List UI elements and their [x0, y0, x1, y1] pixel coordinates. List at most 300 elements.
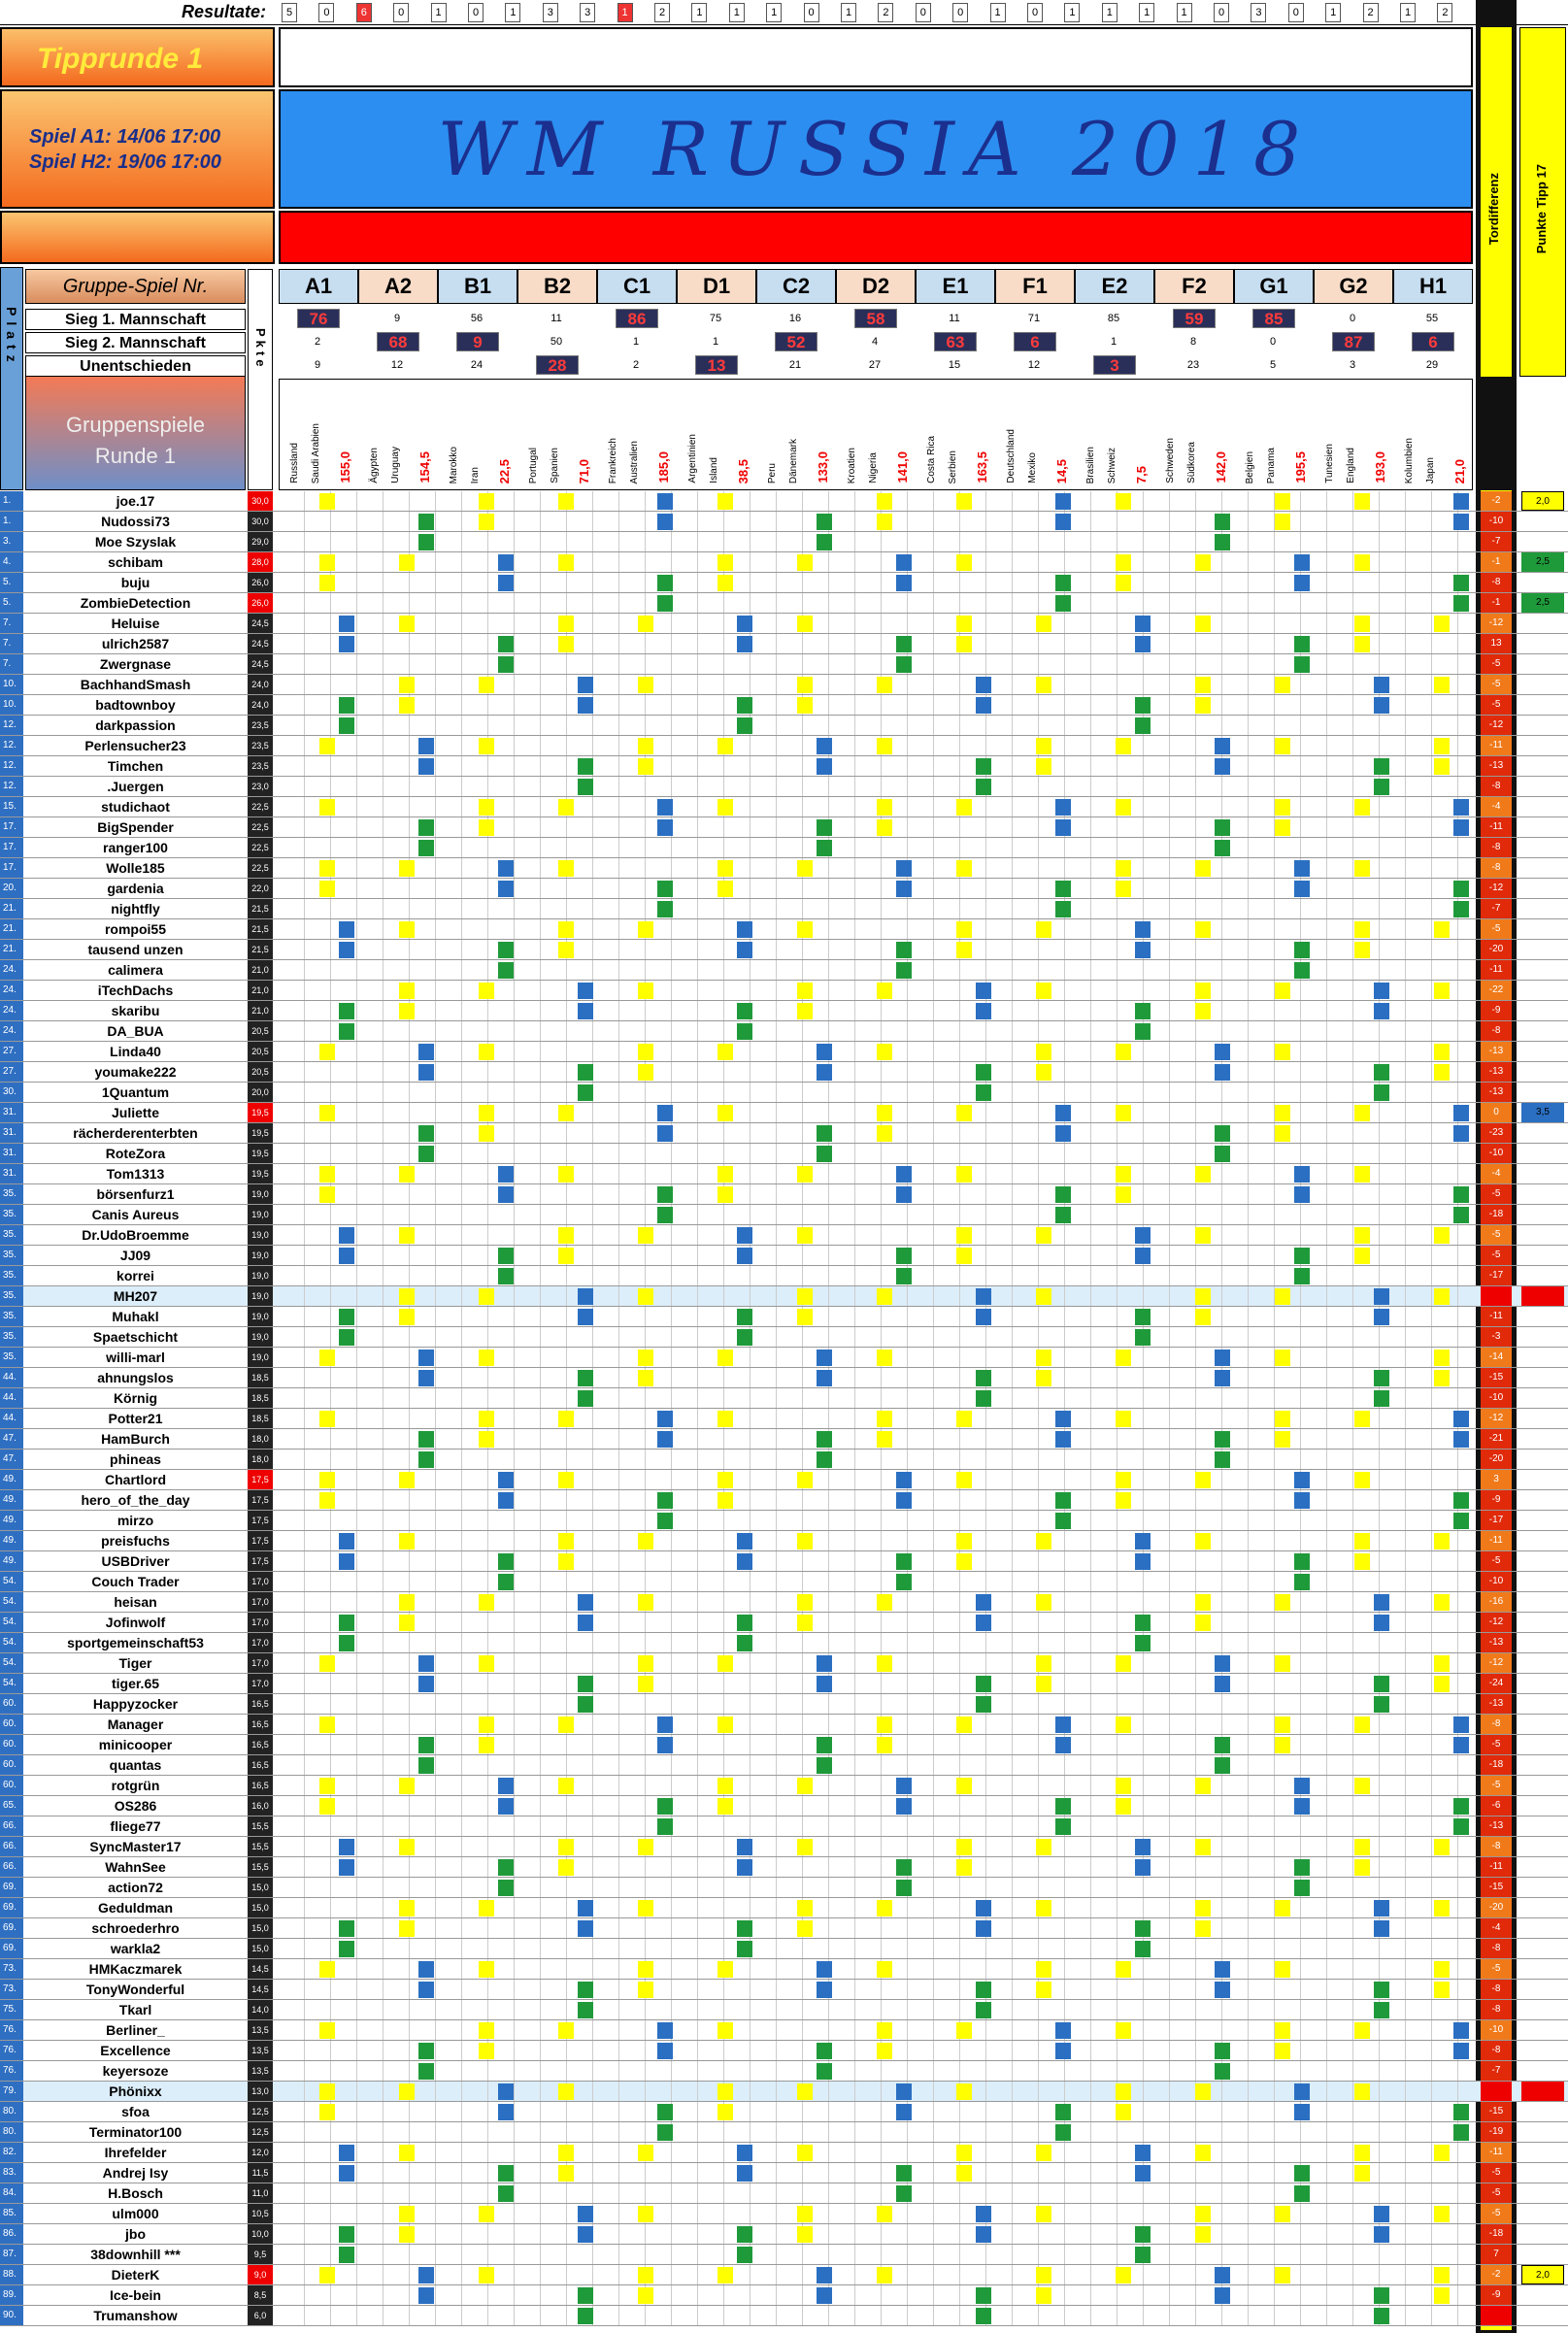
hit-marker: [638, 2267, 653, 2283]
player-points: 8,5: [248, 2285, 273, 2305]
hit-marker: [817, 1125, 832, 1142]
player-name[interactable]: ahnungslos: [97, 1370, 174, 1385]
hit-marker: [1215, 1982, 1230, 1998]
hit-marker: [717, 2022, 733, 2039]
player-name[interactable]: ranger100: [103, 840, 168, 855]
result-cell: 1: [1064, 3, 1080, 22]
player-name[interactable]: MH207: [113, 1288, 158, 1304]
goal-difference: -20: [1481, 1898, 1512, 1917]
player-name[interactable]: Excellence: [100, 2043, 171, 2058]
hit-marker: [578, 1594, 593, 1611]
hit-marker: [896, 1859, 912, 1876]
player-name[interactable]: korrei: [117, 1268, 154, 1283]
tip-cells: [279, 2163, 1473, 2183]
player-points: 23,5: [248, 716, 273, 735]
player-points: 17,5: [248, 1531, 273, 1550]
team-name: Brasilien: [1085, 446, 1096, 483]
rank: 4.: [0, 552, 23, 572]
player-name[interactable]: rächerderenterbten: [73, 1125, 198, 1141]
player-name[interactable]: ZombieDetection: [80, 595, 191, 611]
match-header-E1: E1: [916, 269, 995, 304]
player-name[interactable]: Canis Aureus: [91, 1207, 180, 1222]
hit-marker: [1294, 636, 1310, 652]
player-points: 19,5: [248, 1103, 273, 1122]
tip-cells: [279, 1653, 1473, 1673]
match-D1-u-highlight: 13: [695, 355, 738, 375]
hit-marker: [956, 1716, 972, 1733]
rank: 27.: [0, 1062, 23, 1082]
tip-cells: [279, 695, 1473, 715]
goal-difference: -5: [1481, 2163, 1512, 2183]
player-name[interactable]: DieterK: [111, 2267, 160, 2283]
hit-marker: [956, 1105, 972, 1121]
player-name[interactable]: nightfly: [111, 901, 160, 917]
table-row: [0, 1613, 1568, 1633]
player-name[interactable]: sfoa: [121, 2104, 150, 2119]
hit-marker: [578, 1900, 593, 1916]
hit-marker: [319, 860, 335, 877]
player-name[interactable]: Körnig: [113, 1390, 158, 1406]
goal-difference: -8: [1481, 1980, 1512, 1999]
hit-marker: [737, 697, 752, 714]
hit-marker: [558, 1105, 574, 1121]
hit-marker: [1275, 2043, 1290, 2059]
match-C2-s1: 16: [788, 313, 802, 324]
hit-marker: [1195, 2206, 1211, 2222]
hit-marker: [976, 1064, 991, 1081]
hit-marker: [896, 2104, 912, 2120]
hit-marker: [797, 697, 813, 714]
tip-cells: [279, 1205, 1473, 1224]
player-name[interactable]: Tkarl: [118, 2002, 152, 2017]
table-row: [0, 1857, 1568, 1878]
player-name[interactable]: joe.17: [116, 493, 155, 509]
hit-marker: [319, 1655, 335, 1672]
player-name[interactable]: willi-marl: [106, 1350, 165, 1365]
hit-marker: [1294, 554, 1310, 571]
player-points: 29,0: [248, 532, 273, 551]
player-name[interactable]: warkla2: [110, 1941, 161, 1956]
hit-marker: [418, 2267, 434, 2283]
hit-marker: [717, 1411, 733, 1427]
hit-marker: [1294, 2104, 1310, 2120]
hit-marker: [418, 1044, 434, 1060]
pkte-label: Pkte: [253, 328, 268, 371]
player-name[interactable]: Muhakl: [112, 1309, 159, 1324]
player-name[interactable]: quantas: [109, 1757, 162, 1773]
hit-marker: [638, 1288, 653, 1305]
hit-marker: [1215, 1451, 1230, 1468]
goal-difference: -17: [1481, 1511, 1512, 1530]
hit-marker: [399, 921, 415, 938]
hit-marker: [1116, 1778, 1131, 1794]
player-name[interactable]: ulrich2587: [101, 636, 170, 651]
player-points: 22,5: [248, 838, 273, 857]
hit-marker: [877, 983, 892, 999]
table-row: [0, 491, 1568, 512]
player-name[interactable]: jbo: [125, 2226, 146, 2242]
hit-marker: [976, 1309, 991, 1325]
player-name[interactable]: RoteZora: [105, 1146, 166, 1161]
hit-marker: [877, 1350, 892, 1366]
player-name[interactable]: ulm000: [112, 2206, 159, 2221]
hit-marker: [737, 1248, 752, 1264]
hit-marker: [498, 860, 514, 877]
hit-marker: [1453, 1431, 1469, 1448]
hit-marker: [1434, 758, 1450, 775]
hit-marker: [737, 1003, 752, 1019]
rank: 54.: [0, 1592, 23, 1612]
hit-marker: [1116, 1798, 1131, 1815]
player-name[interactable]: Tom1313: [106, 1166, 165, 1182]
hit-marker: [896, 881, 912, 897]
punkte-tipp-header: [1519, 27, 1566, 377]
player-name[interactable]: 1Quantum: [101, 1084, 170, 1100]
hit-marker: [319, 2022, 335, 2039]
hit-marker: [1135, 636, 1151, 652]
player-name[interactable]: SyncMaster17: [89, 1839, 182, 1854]
rank: 24.: [0, 960, 23, 980]
hit-marker: [319, 1492, 335, 1509]
player-name[interactable]: hero_of_the_day: [81, 1492, 190, 1508]
goal-difference: -14: [1481, 1348, 1512, 1367]
hit-marker: [479, 1737, 494, 1753]
player-name[interactable]: Juliette: [111, 1105, 159, 1120]
hit-marker: [1036, 1900, 1051, 1916]
player-name[interactable]: iTechDachs: [97, 983, 174, 998]
player-name[interactable]: schibam: [108, 554, 163, 570]
player-name[interactable]: WahnSee: [105, 1859, 166, 1875]
hit-marker: [418, 1451, 434, 1468]
match-header-B1: B1: [438, 269, 517, 304]
player-name[interactable]: studichaot: [101, 799, 170, 815]
hit-marker: [638, 2287, 653, 2304]
player-name[interactable]: H.Bosch: [108, 2185, 163, 2201]
player-name[interactable]: schroederhro: [91, 1920, 180, 1936]
rank: 35.: [0, 1327, 23, 1347]
player-name[interactable]: sportgemeinschaft53: [67, 1635, 204, 1650]
player-points: 20,0: [248, 1083, 273, 1102]
hit-marker: [976, 983, 991, 999]
hit-marker: [1374, 1003, 1389, 1019]
hit-marker: [479, 1125, 494, 1142]
player-name[interactable]: Heluise: [111, 616, 160, 631]
player-name[interactable]: Potter21: [108, 1411, 163, 1426]
table-row: [0, 532, 1568, 552]
goal-difference: -12: [1481, 716, 1512, 735]
player-name[interactable]: BachhandSmash: [80, 677, 191, 692]
hit-marker: [479, 1288, 494, 1305]
player-name[interactable]: Manager: [107, 1716, 164, 1732]
hit-marker: [1055, 575, 1071, 591]
hit-marker: [638, 2145, 653, 2161]
team-name: Argentinien: [687, 434, 698, 483]
goal-difference: -5: [1481, 1246, 1512, 1265]
hit-marker: [1135, 2226, 1151, 2243]
hit-marker: [1195, 1472, 1211, 1488]
hit-marker: [1116, 1350, 1131, 1366]
player-name[interactable]: Happyzocker: [92, 1696, 179, 1712]
player-name[interactable]: Nudossi73: [101, 514, 170, 529]
hit-marker: [1036, 2206, 1051, 2222]
goal-difference: -16: [1481, 1592, 1512, 1612]
hit-marker: [956, 1553, 972, 1570]
player-name[interactable]: Wolle185: [106, 860, 165, 876]
hit-marker: [1036, 1839, 1051, 1855]
hit-marker: [1354, 2165, 1370, 2182]
player-name[interactable]: .Juergen: [107, 779, 164, 794]
player-name[interactable]: HamBurch: [101, 1431, 170, 1447]
player-points: 15,0: [248, 1898, 273, 1917]
hit-marker: [817, 1431, 832, 1448]
hit-marker: [1294, 962, 1310, 979]
hit-marker: [1135, 1329, 1151, 1346]
player-name[interactable]: Spaetschicht: [92, 1329, 179, 1345]
hit-marker: [717, 1166, 733, 1183]
hit-marker: [737, 1615, 752, 1631]
hit-marker: [1036, 983, 1051, 999]
hit-marker: [817, 1044, 832, 1060]
rank: 49.: [0, 1551, 23, 1571]
table-row: [0, 1816, 1568, 1837]
player-name[interactable]: gardenia: [107, 881, 164, 896]
player-points: 22,5: [248, 817, 273, 837]
player-name[interactable]: minicooper: [98, 1737, 173, 1752]
hit-marker: [339, 1003, 354, 1019]
player-name[interactable]: OS286: [114, 1798, 157, 1814]
goal-difference: -8: [1481, 2000, 1512, 2019]
player-name[interactable]: Moe Szyslak: [94, 534, 177, 550]
player-name[interactable]: Timchen: [107, 758, 164, 774]
tip-cells: [279, 858, 1473, 878]
hit-marker: [479, 1594, 494, 1611]
tip-cells: [279, 2265, 1473, 2284]
player-name[interactable]: darkpassion: [95, 717, 176, 733]
player-name[interactable]: badtownboy: [95, 697, 176, 713]
hit-marker: [1116, 860, 1131, 877]
player-name[interactable]: Perlensucher23: [84, 738, 186, 753]
rank: 15.: [0, 797, 23, 817]
hit-marker: [1453, 2043, 1469, 2059]
player-name[interactable]: Ice-bein: [110, 2287, 161, 2303]
match-score: 71,0: [577, 458, 591, 483]
sieg2-label: Sieg 2. Mannschaft: [25, 332, 246, 353]
hit-marker: [638, 1533, 653, 1550]
rank: 47.: [0, 1429, 23, 1449]
hit-marker: [418, 1961, 434, 1978]
player-name[interactable]: Couch Trader: [91, 1574, 180, 1589]
hit-marker: [657, 819, 673, 836]
hit-marker: [1294, 1166, 1310, 1183]
hit-marker: [877, 677, 892, 693]
hit-marker: [479, 1716, 494, 1733]
tip-cells: [279, 1613, 1473, 1632]
goal-difference: -12: [1481, 1409, 1512, 1428]
hit-marker: [1215, 514, 1230, 530]
player-name[interactable]: tausend unzen: [87, 942, 183, 957]
hit-marker: [1354, 1472, 1370, 1488]
player-name[interactable]: Tiger: [118, 1655, 152, 1671]
player-name[interactable]: skaribu: [111, 1003, 160, 1018]
hit-marker: [399, 1166, 415, 1183]
banner-title-box: [279, 89, 1473, 209]
pkte-column-header: [248, 269, 273, 490]
hit-marker: [737, 1920, 752, 1937]
hit-marker: [1374, 1064, 1389, 1081]
player-name[interactable]: phineas: [110, 1451, 161, 1467]
table-row: [0, 1837, 1568, 1857]
player-name[interactable]: Ihrefelder: [104, 2145, 167, 2160]
player-name[interactable]: Jofinwolf: [105, 1615, 166, 1630]
rank: 54.: [0, 1572, 23, 1591]
player-name[interactable]: Terminator100: [88, 2124, 183, 2140]
match-header-F1: F1: [995, 269, 1075, 304]
table-row: [0, 1307, 1568, 1327]
player-name[interactable]: youmake222: [94, 1064, 177, 1080]
hit-marker: [498, 1268, 514, 1284]
hit-marker: [877, 1411, 892, 1427]
hit-marker: [717, 1044, 733, 1060]
hit-marker: [498, 1472, 514, 1488]
table-row: [0, 1674, 1568, 1694]
hit-marker: [418, 819, 434, 836]
table-row: [0, 2285, 1568, 2306]
match-score: 193,0: [1373, 451, 1387, 483]
hit-marker: [1195, 1003, 1211, 1019]
hit-marker: [319, 1716, 335, 1733]
hit-marker: [956, 942, 972, 958]
hit-marker: [657, 1207, 673, 1223]
player-name[interactable]: rotgrün: [111, 1778, 160, 1793]
player-name[interactable]: TonyWonderful: [85, 1982, 185, 1997]
hit-marker: [896, 1798, 912, 1815]
match-D1-s2: 1: [712, 336, 719, 348]
table-row: [0, 2122, 1568, 2143]
goal-difference: -17: [1481, 1266, 1512, 1285]
hit-marker: [479, 983, 494, 999]
player-name[interactable]: tiger.65: [111, 1676, 160, 1691]
hit-marker: [896, 2185, 912, 2202]
player-name[interactable]: action72: [108, 1880, 163, 1895]
player-name[interactable]: Dr.UdoBroemme: [82, 1227, 189, 1243]
hit-marker: [558, 942, 574, 958]
player-name[interactable]: rompoi55: [104, 921, 166, 937]
player-name[interactable]: BigSpender: [97, 819, 174, 835]
hit-marker: [498, 1186, 514, 1203]
player-name[interactable]: Chartlord: [105, 1472, 166, 1487]
hit-marker: [1453, 799, 1469, 816]
hit-marker: [1275, 983, 1290, 999]
hit-marker: [976, 2206, 991, 2222]
player-name[interactable]: keyersoze: [102, 2063, 169, 2079]
hit-marker: [578, 1084, 593, 1101]
hit-marker: [797, 983, 813, 999]
player-name[interactable]: fliege77: [110, 1818, 161, 1834]
rank: 7.: [0, 614, 23, 633]
match-header-D2: D2: [836, 269, 916, 304]
hit-marker: [657, 575, 673, 591]
tordifferenz-header: [1481, 27, 1512, 377]
player-name[interactable]: Geduldman: [97, 1900, 173, 1916]
hit-marker: [976, 1696, 991, 1713]
match-A1-s2: 2: [314, 336, 321, 348]
hit-marker: [1275, 1431, 1290, 1448]
rank: 80.: [0, 2102, 23, 2121]
player-name[interactable]: Linda40: [110, 1044, 161, 1059]
hit-marker: [1036, 1350, 1051, 1366]
player-name[interactable]: Phönixx: [109, 2083, 162, 2099]
hit-marker: [418, 1431, 434, 1448]
hit-marker: [657, 1125, 673, 1142]
hit-marker: [1374, 2002, 1389, 2018]
player-name[interactable]: preisfuchs: [101, 1533, 170, 1549]
player-name[interactable]: heisan: [114, 1594, 157, 1610]
tip-cells: [279, 2183, 1473, 2203]
player-name[interactable]: calimera: [108, 962, 163, 978]
hit-marker: [638, 1227, 653, 1244]
rank: 17.: [0, 838, 23, 857]
hit-marker: [418, 1757, 434, 1774]
player-points: 15,5: [248, 1816, 273, 1836]
rank: 17.: [0, 817, 23, 837]
player-name[interactable]: börsenfurz1: [96, 1186, 175, 1202]
results-label: Resultate:: [181, 2, 266, 21]
player-name[interactable]: DA_BUA: [107, 1023, 164, 1039]
hit-marker: [1215, 738, 1230, 754]
player-name[interactable]: Trumanshow: [93, 2308, 178, 2323]
player-name[interactable]: JJ09: [119, 1248, 151, 1263]
player-name[interactable]: Andrej Isy: [102, 2165, 169, 2181]
hit-marker: [1294, 942, 1310, 958]
hit-marker: [1055, 1513, 1071, 1529]
rank: 54.: [0, 1674, 23, 1693]
hit-marker: [399, 1839, 415, 1855]
player-name[interactable]: mirzo: [117, 1513, 154, 1528]
hit-marker: [877, 1961, 892, 1978]
player-name[interactable]: buju: [120, 575, 150, 590]
tip-cells: [279, 1694, 1473, 1714]
rank: 82.: [0, 2143, 23, 2162]
rank: 60.: [0, 1694, 23, 1714]
hit-marker: [319, 493, 335, 510]
rank: 35.: [0, 1225, 23, 1245]
tipp-points: [1521, 2082, 1564, 2101]
hit-marker: [1294, 1880, 1310, 1896]
match-score: 141,0: [895, 451, 910, 483]
hit-marker: [1294, 860, 1310, 877]
hit-marker: [877, 2206, 892, 2222]
rank: 76.: [0, 2020, 23, 2040]
goal-difference: -15: [1481, 1878, 1512, 1897]
hit-marker: [578, 2308, 593, 2324]
player-points: 24,5: [248, 654, 273, 674]
player-name[interactable]: 38downhill ***: [90, 2247, 181, 2262]
result-cell: 1: [1102, 3, 1118, 22]
hit-marker: [1354, 799, 1370, 816]
hit-marker: [638, 921, 653, 938]
hit-marker: [1434, 1961, 1450, 1978]
player-points: 11,0: [248, 2183, 273, 2203]
hit-marker: [717, 1186, 733, 1203]
hit-marker: [896, 860, 912, 877]
player-name[interactable]: HMKaczmarek: [88, 1961, 183, 1977]
hit-marker: [479, 819, 494, 836]
player-name[interactable]: Zwergnase: [99, 656, 172, 672]
player-name[interactable]: Berliner_: [106, 2022, 165, 2038]
player-points: 17,0: [248, 1613, 273, 1632]
player-name[interactable]: USBDriver: [101, 1553, 170, 1569]
hit-marker: [1036, 1533, 1051, 1550]
